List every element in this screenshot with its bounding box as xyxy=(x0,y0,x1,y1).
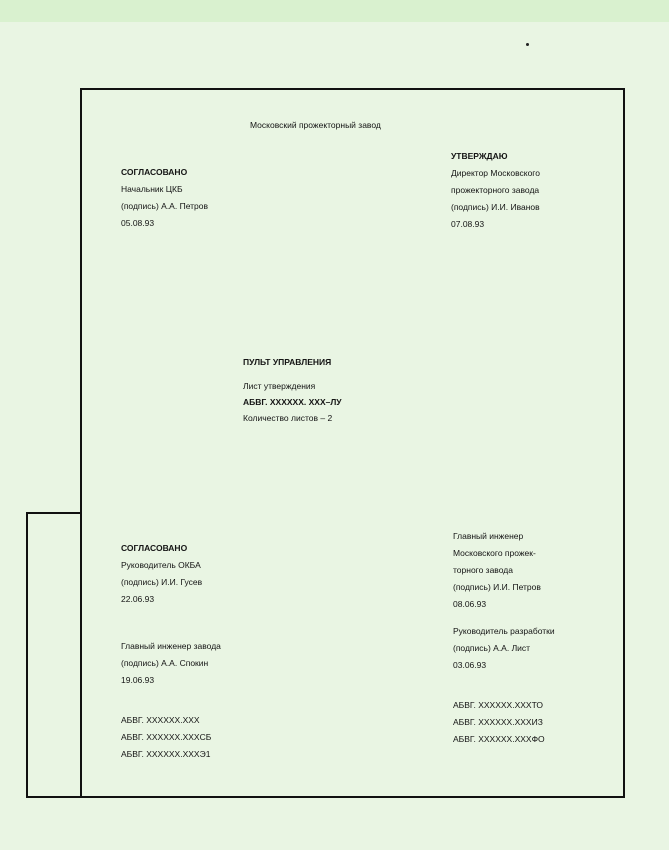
right-codes-block xyxy=(453,697,545,748)
approved-position-2: прожекторного завода xyxy=(451,185,540,195)
chief-engineer-block xyxy=(453,528,541,613)
chief-engineer-signature: (подпись) И.И. Петров xyxy=(453,582,541,592)
product-block xyxy=(243,354,342,426)
approved-block xyxy=(451,148,540,233)
approved-date: 07.08.93 xyxy=(451,219,485,229)
right-code-1: АБВГ. XXXXXX.XXXТО xyxy=(453,700,544,710)
agreed-bottom-position: Руководитель ОКБА xyxy=(121,560,201,570)
approved-position-1: Директор Московского xyxy=(451,168,540,178)
plant-engineer-date: 19.06.93 xyxy=(121,675,155,685)
agreed-signature: (подпись) А.А. Петров xyxy=(121,201,208,211)
chief-engineer-line1: Главный инженер xyxy=(453,531,524,541)
plant-engineer-position: Главный инженер завода xyxy=(121,641,221,651)
dev-lead-block xyxy=(453,623,555,674)
agreed-date: 05.08.93 xyxy=(121,218,155,228)
plant-engineer-block xyxy=(121,638,221,689)
left-code-1: АБВГ. XXXXXX.XXX xyxy=(121,715,200,725)
agreed-heading: СОГЛАСОВАНО xyxy=(121,167,188,177)
dev-lead-position: Руководитель разработки xyxy=(453,626,555,636)
approved-signature: (подпись) И.И. Иванов xyxy=(451,202,540,212)
left-code-3: АБВГ. XXXXXX.XXXЭ1 xyxy=(121,749,211,759)
chief-engineer-date: 08.06.93 xyxy=(453,599,487,609)
speck xyxy=(526,43,529,46)
right-code-2: АБВГ. XXXXXX.XXXИЗ xyxy=(453,717,543,727)
agreed-position: Начальник ЦКБ xyxy=(121,184,183,194)
left-codes-block xyxy=(121,712,211,763)
product-name: ПУЛЬТ УПРАВЛЕНИЯ xyxy=(243,357,332,367)
approved-heading: УТВЕРЖДАЮ xyxy=(451,151,508,161)
plant-engineer-signature: (подпись) А.А. Спокин xyxy=(121,658,209,668)
agreed-bottom-date: 22.06.93 xyxy=(121,594,155,604)
left-code-2: АБВГ. XXXXXX.XXXСБ xyxy=(121,732,212,742)
dev-lead-signature: (подпись) А.А. Лист xyxy=(453,643,531,653)
agreed-top-block xyxy=(121,164,208,232)
doc-code: АБВГ. XXXXXX. XXX–ЛУ xyxy=(243,397,342,407)
chief-engineer-line3: торного завода xyxy=(453,565,513,575)
agreed-bottom-signature: (подпись) И.И. Гусев xyxy=(121,577,203,587)
doc-type: Лист утверждения xyxy=(243,381,316,391)
binding-margin-frame xyxy=(26,512,82,798)
agreed-bottom-heading: СОГЛАСОВАНО xyxy=(121,543,188,553)
chief-engineer-line2: Московского прожек- xyxy=(453,548,536,558)
sheet-count: Количество листов – 2 xyxy=(243,413,333,423)
agreed-bottom-block xyxy=(121,540,202,608)
top-band xyxy=(0,0,669,22)
organization-title: Московский прожекторный завод xyxy=(250,120,381,130)
right-code-3: АБВГ. XXXXXX.XXXФО xyxy=(453,734,545,744)
dev-lead-date: 03.06.93 xyxy=(453,660,487,670)
